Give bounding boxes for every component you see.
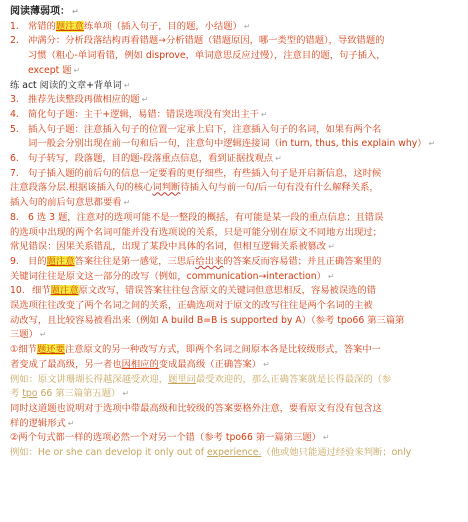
underlined-text: tpo [22, 388, 38, 400]
item-text: 句子插入题的前后句的信息一定要看的更仔细些，有些插入句子是开启新信息，这时候 [28, 167, 382, 179]
note-text: 注意原文的另一种改写方式，即两个名词之间原本各是比较级形式，答案中一 [64, 344, 381, 356]
note-text: ②两个句式都一样的选项必然一个对另一个错（参考 tpo66 第一篇第三题） [10, 432, 321, 444]
list-item-6 [10, 152, 460, 167]
list-item-2-cont [10, 64, 460, 79]
item-number: 2. [10, 35, 19, 47]
item-text: 误选项往往改变了两个名词之间的关系，正确选项对于原文的改写往往是两个名词的主被 [10, 300, 373, 312]
underlined-text: 词判断 [152, 182, 181, 194]
paragraph-mark-icon: ↵ [275, 154, 282, 164]
highlighted-text: 题还要 [36, 344, 65, 356]
item-text: 6 选 3 题，注意对的选项可能不是一整段的概括，有可能是某一段的重点信息；且错误 [28, 211, 384, 223]
list-item-10-cont [10, 328, 460, 343]
paragraph-mark-icon: ↵ [73, 65, 81, 75]
list-item-4 [10, 108, 460, 123]
highlighted-text: 题注意 [50, 285, 79, 297]
item-text: 习惯（粗心-单词看错，例如 disprove，单词意思反应过慢），注意目的题，句子插入， [28, 50, 386, 62]
item-text: 简化句子题：主干+逻辑，易错：错误选项没有突出主干 [28, 108, 259, 120]
example-text: （他或她只能通过经验来判断；only [261, 447, 412, 459]
item-text: 句子转写，段落题，目的题-段落重点信息，看到证据找观点 [28, 153, 274, 165]
example-text: 例如：He or she can develop it only out of [10, 447, 207, 459]
paragraph-mark-icon: ↵ [327, 271, 335, 281]
section-heading [10, 5, 460, 20]
item-text: except 题 [28, 64, 72, 76]
underlined-text: 因相应的 [121, 358, 159, 370]
example-1 [10, 373, 460, 388]
item-text: 目的 [28, 255, 47, 267]
item-text: 动改写，且比较容易被看出来（例如 A build B=B is supported by A）（参考 tpo66 第三篇第 [10, 314, 405, 326]
item-number: 6. [10, 153, 19, 165]
list-item-10-cont [10, 314, 460, 329]
example-text: 例如：原文讲珊瑚长得越深越受欢迎， [10, 373, 169, 385]
heading-text: 阅读薄弱项： [10, 6, 70, 17]
list-item-7 [10, 167, 460, 182]
underlined-text: 给出来 [195, 255, 224, 267]
paragraph-mark-icon: ↵ [72, 7, 79, 16]
item-text: 插入句子题：注意插入句子的位置一定承上启下，注意插入句子的名词，如果有两个名 [28, 123, 382, 135]
list-item-9-cont [10, 270, 460, 285]
paragraph-mark-icon: ↵ [263, 359, 270, 369]
note-1-extra-cont [10, 417, 460, 432]
item-number: 8. [10, 211, 19, 223]
underlined-text: experience. [206, 447, 262, 459]
list-item-8-cont [10, 226, 460, 241]
example-1-cont [10, 387, 460, 402]
note-text: 同时这道题也说明对于选项中带最高级和比较级的答案要格外注意，要看原文有没有包含这 [10, 402, 382, 414]
item-text: 细节 [32, 285, 51, 297]
example-text: 66 第三篇第五题） [37, 388, 121, 400]
list-item-3 [10, 93, 460, 108]
note-1 [10, 343, 460, 358]
item-text: 三题） [10, 329, 38, 341]
item-number: 1. [10, 20, 19, 32]
practice-line [10, 79, 460, 94]
list-item-2 [10, 34, 460, 49]
paragraph-mark-icon: ↵ [141, 95, 149, 105]
highlighted-text: 题注意 [46, 255, 75, 267]
note-text: 变成最高级（正确答案） [158, 358, 262, 370]
item-text: 插入句的前后句意思都要看 [10, 197, 122, 209]
item-text: 词一般会分别出现在前一句和后一句，注意句中逻辑连接词（in turn, thus, this explain why） [28, 138, 427, 150]
item-number: 7. [10, 167, 19, 179]
list-item-7-cont [10, 196, 460, 211]
paragraph-mark-icon: ↵ [260, 109, 268, 119]
item-number: 4. [10, 108, 19, 120]
paragraph-mark-icon: ↵ [328, 242, 335, 252]
item-text: 注意段落分层.根据该插入句的核心 [10, 182, 153, 194]
paragraph-mark-icon: ↵ [123, 198, 131, 208]
list-item-10-cont [10, 299, 460, 314]
paragraph-mark-icon: ↵ [322, 433, 330, 443]
list-item-2-cont [10, 49, 460, 64]
note-1-cont [10, 358, 460, 373]
item-number: 3. [10, 94, 19, 106]
item-text: 常错的 [28, 20, 56, 32]
list-item-1 [10, 20, 460, 35]
list-item-8-cont [10, 240, 460, 255]
practice-text: 练 act 阅读的文章+背单词 [10, 79, 122, 91]
list-item-9 [10, 255, 460, 270]
highlighted-text: 题注意 [55, 20, 84, 32]
item-number: 5. [10, 123, 19, 135]
note-text: 样的逻辑形式 [10, 417, 66, 429]
item-number: 10. [10, 285, 25, 297]
note-1-extra [10, 402, 460, 417]
paragraph-mark-icon: ↵ [39, 330, 47, 340]
paragraph-mark-icon: ↵ [123, 80, 131, 90]
paragraph-mark-icon: ↵ [67, 418, 75, 428]
item-number: 9. [10, 255, 19, 267]
item-text: 待插入句与前一句/后一句有没有什么解释关系， [180, 182, 379, 194]
note-text: ①细节 [10, 344, 37, 356]
list-item-5-cont [10, 137, 460, 152]
list-item-5 [10, 123, 460, 138]
note-text: 者变成了最高级，另一者也 [10, 358, 122, 370]
note-2 [10, 431, 460, 446]
item-text: 常见错误：因果关系错乱，出现了某段中具体的名词，但相互逻辑关系被篡改 [10, 241, 327, 253]
item-text: 冲满分：分析段落结构再看错题→分析错题（错题原因，哪一类型的错题），导致错题的 [28, 35, 385, 47]
item-text: 关键词往往是原文这一部分的改写（例如，communication→interaction） [10, 270, 326, 282]
example-text: 最受欢迎的，那么正确答案就是长得最深的（参 [195, 373, 392, 385]
example-text: 考 [10, 388, 23, 400]
paragraph-mark-icon: ↵ [243, 21, 251, 31]
list-item-10 [10, 284, 460, 299]
paragraph-mark-icon: ↵ [122, 389, 130, 399]
list-item-8 [10, 211, 460, 226]
item-text: 练单项（插入句子，目的题，小结题） [83, 20, 242, 32]
list-item-7-cont [10, 181, 460, 196]
item-text: 原文改写，错误答案往往包含原文的关键词但意思相反，容易被误选的错 [78, 285, 377, 297]
paragraph-mark-icon: ↵ [428, 139, 436, 149]
item-text: 的答案反而容易错；并且正确答案里的 [223, 255, 382, 267]
item-text: 推荐先读整段再做相应的题 [28, 94, 140, 106]
underlined-text: 题里问 [168, 373, 196, 385]
item-text: 答案往往是第一感觉，三思后 [74, 255, 196, 267]
example-2 [10, 446, 460, 461]
item-text: 的选项中出现的两个名词可能并没有选项说的关系，只是可能分别在原文不同地方出现过； [10, 226, 382, 238]
